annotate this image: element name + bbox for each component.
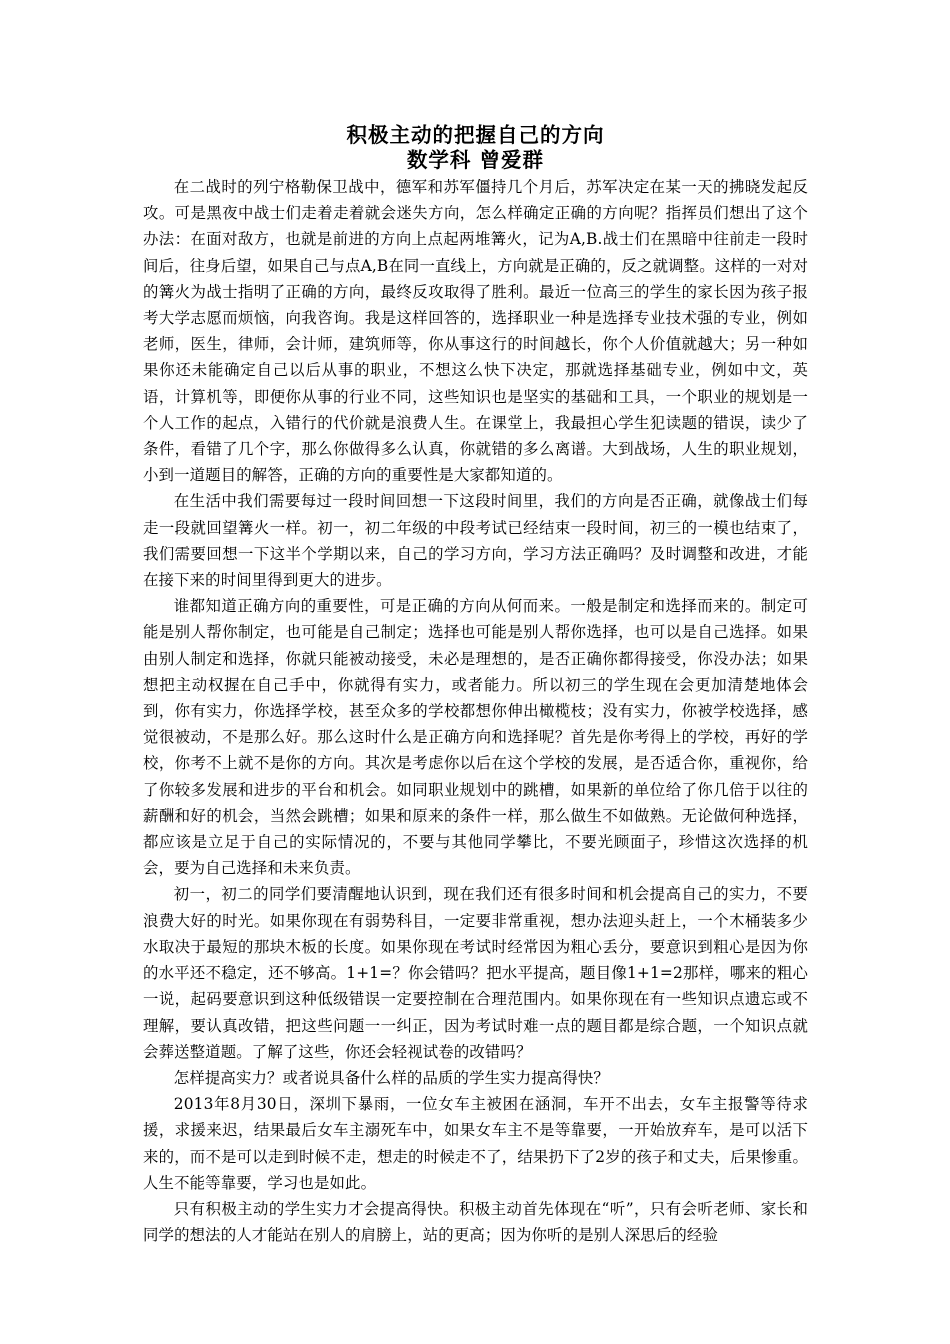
paragraph-5: 怎样提高实力？或者说具备什么样的品质的学生实力提高得快？ xyxy=(173,1068,609,1087)
paragraph-6: 2013年8月30日，深圳下暴雨，一位女车主被困在涵洞，车开不出去，女车主报警等待求援，求援来迟，结果最后女车主溺死车中，如果女车主不是等靠要，一开始放弃车，是可以活下来的，而不是可以走到时候不走，想走的时候走不了，结果扔下了2岁的孩子和丈夫，后果惨重。人生不能等靠要，学习也是如此。 xyxy=(143,1095,808,1192)
document-page xyxy=(143,122,808,1248)
paragraph-1: 在二战时的列宁格勒保卫战中，德军和苏军僵持几个月后，苏军决定在某一天的拂晓发起反攻。可是黑夜中战士们走着走着就会迷失方向，怎么样确定正确的方向呢？指挥员们想出了这个办法：在面对敌方，也就是前进的方向上点起两堆篝火，记为A,B.战士们在黑暗中往前走一段时间后，往身后望，如果自己与点A,B在同一直线上，方向就是正确的，反之就调整。这样的一对对的篝火为战士指明了正确的方向，最终反攻取得了胜利。最近一位高三的学生的家长因为孩子报考大学志愿而烦恼，向我咨询。我是这样回答的，选择职业一种是选择专业技术强的专业，例如老师，医生，律师，会计师，建筑师等，你从事这行的时间越长，你个人价值就越大；另一种如果你还未能确定自己以后从事的职业，不想这么快下决定，那就选择基础专业，例如中文，英语，计算机等，即便你从事的行业不同，这些知识也是坚实的基础和工具，一个职业的规划是一个人工作的起点，入错行的代价就是浪费人生。在课堂上，我最担心学生犯读题的错误，读少了条件，看错了几个字，那么你做得多么认真，你就错的多么离谱。大到战场，人生的职业规划，小到一道题目的解答，正确的方向的重要性是大家都知道的。 xyxy=(143,178,808,485)
author-line: 数学科 曾爱群 xyxy=(406,148,545,172)
paragraph-2: 在生活中我们需要每过一段时间回想一下这段时间里，我们的方向是否正确，就像战士们每走一段就回望篝火一样。初一，初二年级的中段考试已经结束一段时间，初三的一模也结束了，我们需要回想一下这半个学期以来，自己的学习方向，学习方法正确吗？及时调整和改进，才能在接下来的时间里得到更大的进步。 xyxy=(143,492,808,590)
paragraph-4: 初一，初二的同学们要清醒地认识到，现在我们还有很多时间和机会提高自己的实力，不要浪费大好的时光。如果你现在有弱势科目，一定要非常重视，想办法迎头赶上，一个木桶装多少水取决于最短的那块木板的长度。如果你现在考试时经常因为粗心丢分，要意识到粗心是因为你的水平还不稳定，还不够高。1+1=？你会错吗？把水平提高，题目像1+1=2那样，哪来的粗心一说，起码要意识到这种低级错误一定要控制在合理范围内。如果你现在有一些知识点遗忘或不理解，要认真改错，把这些问题一一纠正，因为考试时难一点的题目都是综合题，一个知识点就会葬送整道题。了解了这些，你还会轻视试卷的改错吗？ xyxy=(143,885,808,1061)
paragraph-3: 谁都知道正确方向的重要性，可是正确的方向从何而来。一般是制定和选择而来的。制定可能是别人帮你制定，也可能是自己制定；选择也可能是别人帮你选择，也可以是自己选择。如果由别人制定和选择，你就只能被动接受，未必是理想的，是否正确你都得接受，你没办法；如果想把主动权握在自己手中，你就得有实力，或者能力。所以初三的学生现在会更加清楚地体会到，你有实力，你选择学校，甚至众多的学校都想你伸出橄榄枝；没有实力，你被学校选择，感觉很被动，不是那么好。那么这时什么是正确方向和选择呢？首先是你考得上的学校，再好的学校，你考不上就不是你的方向。其次是考虑你以后在这个学校的发展，是否适合你，重视你，给了你较多发展和进步的平台和机会。如同职业规划中的跳槽，如果新的单位给了你几倍于以往的薪酬和好的机会，当然会跳槽；如果和原来的条件一样，那么做生不如做熟。无论做何种选择，都应该是立足于自己的实际情况的，不要与其他同学攀比，不要光顾面子，珍惜这次选择的机会，要为自己选择和未来负责。 xyxy=(143,597,808,878)
document-title: 积极主动的把握自己的方向 xyxy=(346,123,605,147)
paragraph-7: 只有积极主动的学生实力才会提高得快。积极主动首先体现在“听”，只有会听老师、家长和同学的想法的人才能站在别人的肩膀上，站的更高；因为你听的是别人深思后的经验 xyxy=(143,1199,808,1245)
